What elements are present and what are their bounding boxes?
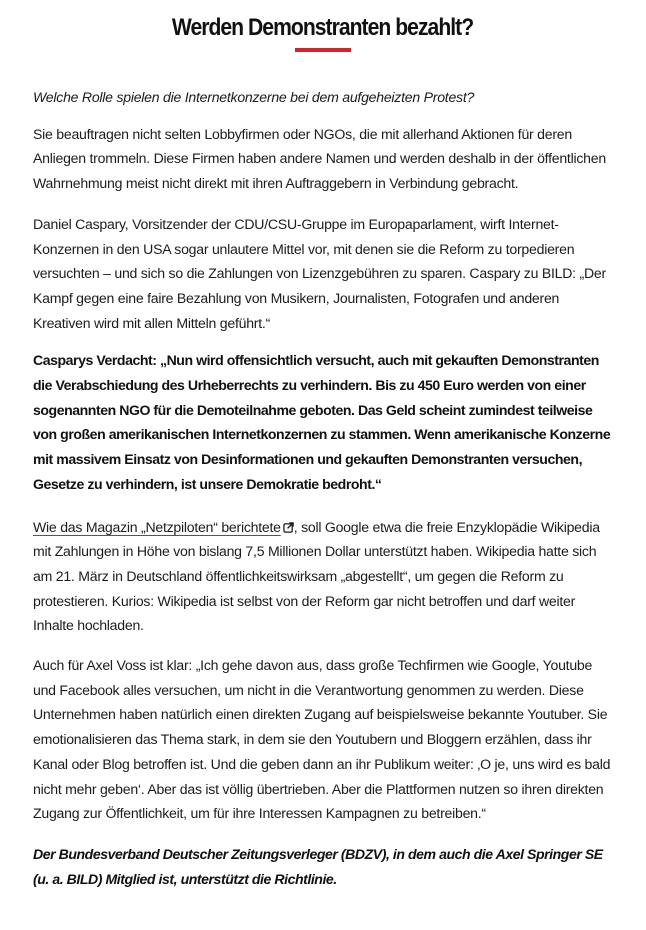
article-headline: Werden Demonstranten bezahlt?: [171, 14, 474, 41]
external-link-icon: [283, 522, 294, 533]
headline-accent-bar: [295, 48, 351, 52]
paragraph-netzpiloten: [33, 515, 612, 639]
paragraph-lobbyfirmen: Sie beauftragen nicht selten Lobbyfirmen oder NGOs, die mit allerhand Aktionen für deren Anliegen trommeln. Diese Firmen haben andere Namen und werden deshalb in der öffentlichen Wahrnehmung meist nicht direkt mit ihren Auftraggebern in Verbindung gebracht.: [33, 125, 606, 192]
netzpiloten-paragraph-text: , soll Google etwa die freie Enzyklopädie Wikipedia mit Zahlungen in Höhe von bislang 7,5 Millionen Dollar unterstützt haben. Wikipedia hatte sich am 21. März in Deutschland öffentlichkeitswirksam „abgestellt“, um gegen die Reform zu protestieren. Kurios: Wikipedia ist selbst von der Reform gar nicht betroffen und darf weiter Inhalte hochladen.: [33, 518, 600, 634]
paragraph-caspary: Daniel Caspary, Vorsitzender der CDU/CSU-Gruppe im Europaparlament, wirft Internet-Konzernen in den USA sogar unlautere Mittel vor, mit denen sie die Reform zu torpedieren versuchten – und sich so die Zahlungen von Lizenzgebühren zu sparen. Caspary zu BILD: „Der Kampf gegen eine faire Bezahlung von Musikern, Journalisten, Fotografen und anderen Kreativen wird mit allen Mitteln geführt.“: [33, 215, 606, 331]
netzpiloten-link-text: Wie das Magazin „Netzpiloten“ berichtete: [33, 518, 281, 535]
bdzv-disclaimer: Der Bundesverband Deutscher Zeitungsverleger (BDZV), in dem auch die Axel Springer SE (u. a. BILD) Mitglied ist, unterstützt die Richtlinie.: [33, 845, 603, 887]
paragraph-caspary-quote: Casparys Verdacht: „Nun wird offensichtlich versucht, auch mit gekauften Demonstranten die Verabschiedung des Urheberrechts zu verhindern. Bis zu 450 Euro werden von einer sogenannten NGO für die Demoteilnahme geboten. Das Geld scheint zumindest teilweise von großen amerikanischen Internetkonzernen zu stammen. Wenn amerikanische Konzerne mit massivem Einsatz von Desinformationen und gekauften Demonstranten versuchen, Gesetze zu verhindern, ist unsere Demokratie bedroht.“: [33, 352, 611, 492]
netzpiloten-link[interactable]: [33, 519, 294, 535]
paragraph-axel-voss: Auch für Axel Voss ist klar: „Ich gehe davon aus, dass große Techfirmen wie Google, Youtube und Facebook alles versuchen, um nicht in die Verantwortung genommen zu werden. Diese Unternehmen haben natürlich einen direkten Zugang auf beispielsweise bekannte Youtuber. Sie emotionalisieren das Thema stark, in dem sie den Youtubern und Bloggern erzählen, dass ihr Kanal oder Blog betroffen ist. Und die geben dann an ihr Publikum weiter: ‚O je, uns wird es bald nicht mehr geben‘. Aber das ist völlig übertrieben. Aber die Plattformen nutzen so ihren direkten Zugang zur Öffentlichkeit, um für ihre Interessen Kampagnen zu betreiben.“: [33, 657, 611, 822]
article-intro-question: Welche Rolle spielen die Internetkonzerne bei dem aufgeheizten Protest?: [33, 89, 475, 105]
